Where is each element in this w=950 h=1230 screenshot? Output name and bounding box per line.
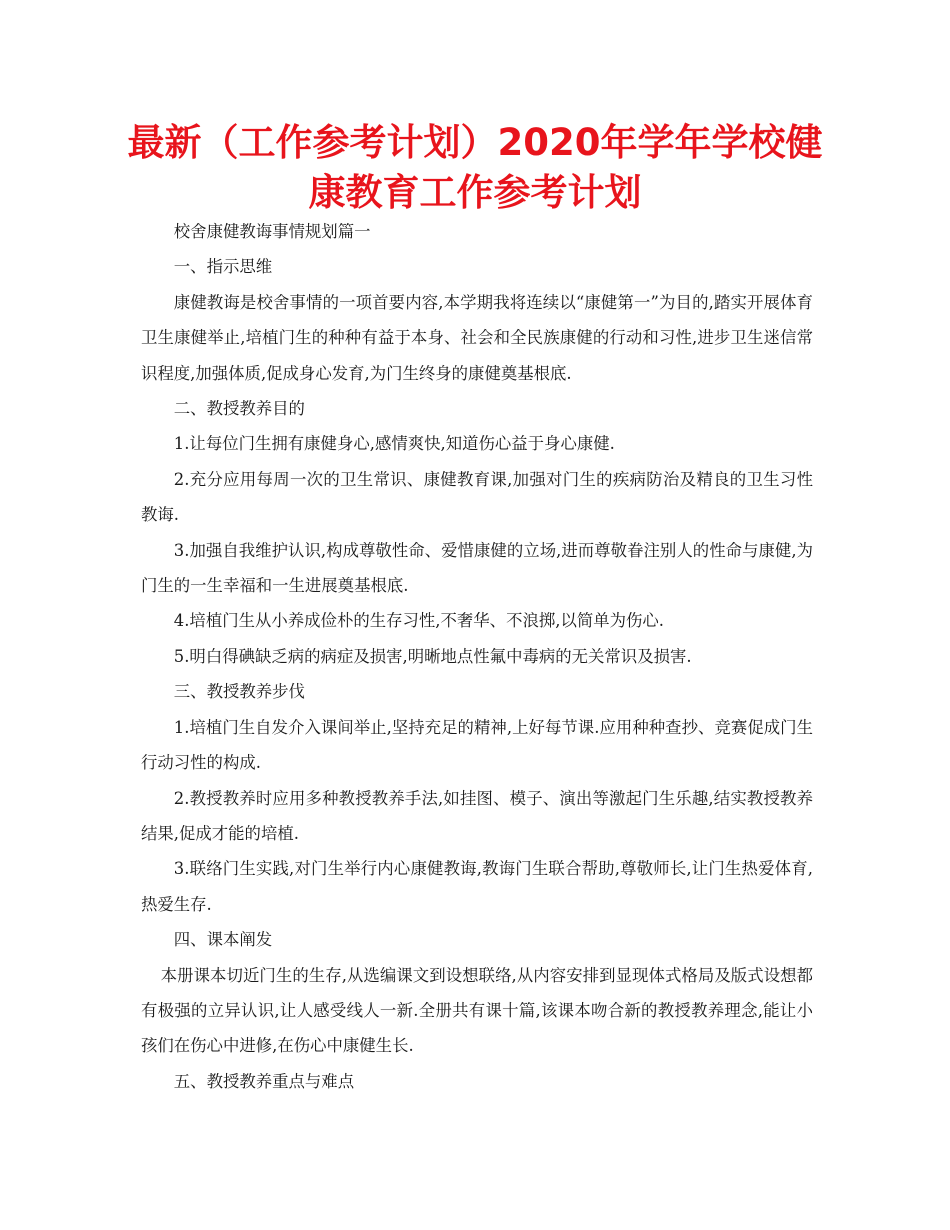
paragraph-body: 康健教诲是校舍事情的一项首要内容,本学期我将连续以“康健第一”为目的,踏实开展体育卫生康健举止,培植门生的种种有益于本身、社会和全民族康健的行动和习性,进步卫生迷信常识程度,加强体质,促成身心发育,为门生终身的康健奠基根底. [141,292,813,383]
paragraph-heading-goals: 二、教授教养目的 [173,399,305,419]
document-title: 最新（工作参考计划）2020年学年学校健康教育工作参考计划 [127,121,823,214]
paragraph-list-item: 4.培植门生从小养成俭朴的生存习性,不奢华、不浪掷,以简单为伤心. [173,611,665,631]
paragraph-list-item: 3.加强自我维护认识,构成尊敬性命、爱惜康健的立场,进而尊敬眷注别人的性命与康健,为门生的一生幸福和一生进展奠基根底. [141,540,813,596]
paragraph-list-item: 1.培植门生自发介入课间举止,坚持充足的精神,上好每节课.应用种种查抄、竞赛促成门生行动习性的构成. [141,717,813,773]
paragraph-body: 本册课本切近门生的生存,从选编课文到设想联络,从内容安排到显现体式格局及版式设想都有极强的立异认识,让人感受线人一新.全册共有课十篇,该课本吻合新的教授教养理念,能让小孩们在伤心中进修,在伤心中康健生长. [141,965,813,1056]
paragraph-heading-key-points: 五、教授教养重点与难点 [173,1071,355,1091]
paragraph-list-item: 1.让每位门生拥有康健身心,感情爽快,知道伤心益于身心康健. [173,434,615,454]
paragraph-list-item: 3.联络门生实践,对门生举行内心康健教诲,教诲门生联合帮助,尊敬师长,让门生热爱体育,热爱生存. [141,859,813,914]
paragraph-list-item: 2.充分应用每周一次的卫生常识、康健教育课,加强对门生的疾病防治及精良的卫生习性教诲. [141,469,813,525]
paragraph-list-item: 2.教授教养时应用多种教授教养手法,如挂图、模子、演出等激起门生乐趣,结实教授教养结果,促成才能的培植. [141,788,813,843]
paragraph-heading-measures: 三、教授教养步伐 [173,682,305,702]
paragraph-list-item: 5.明白得碘缺乏病的病症及损害,明晰地点性氟中毒病的无关常识及损害. [173,646,692,666]
paragraph-heading-guiding-thought: 一、指示思维 [173,257,273,277]
paragraph-section-heading: 校舍康健教诲事情规划篇一 [173,222,371,241]
document-body [141,214,813,1099]
paragraph-heading-textbook: 四、课本阐发 [173,930,273,950]
